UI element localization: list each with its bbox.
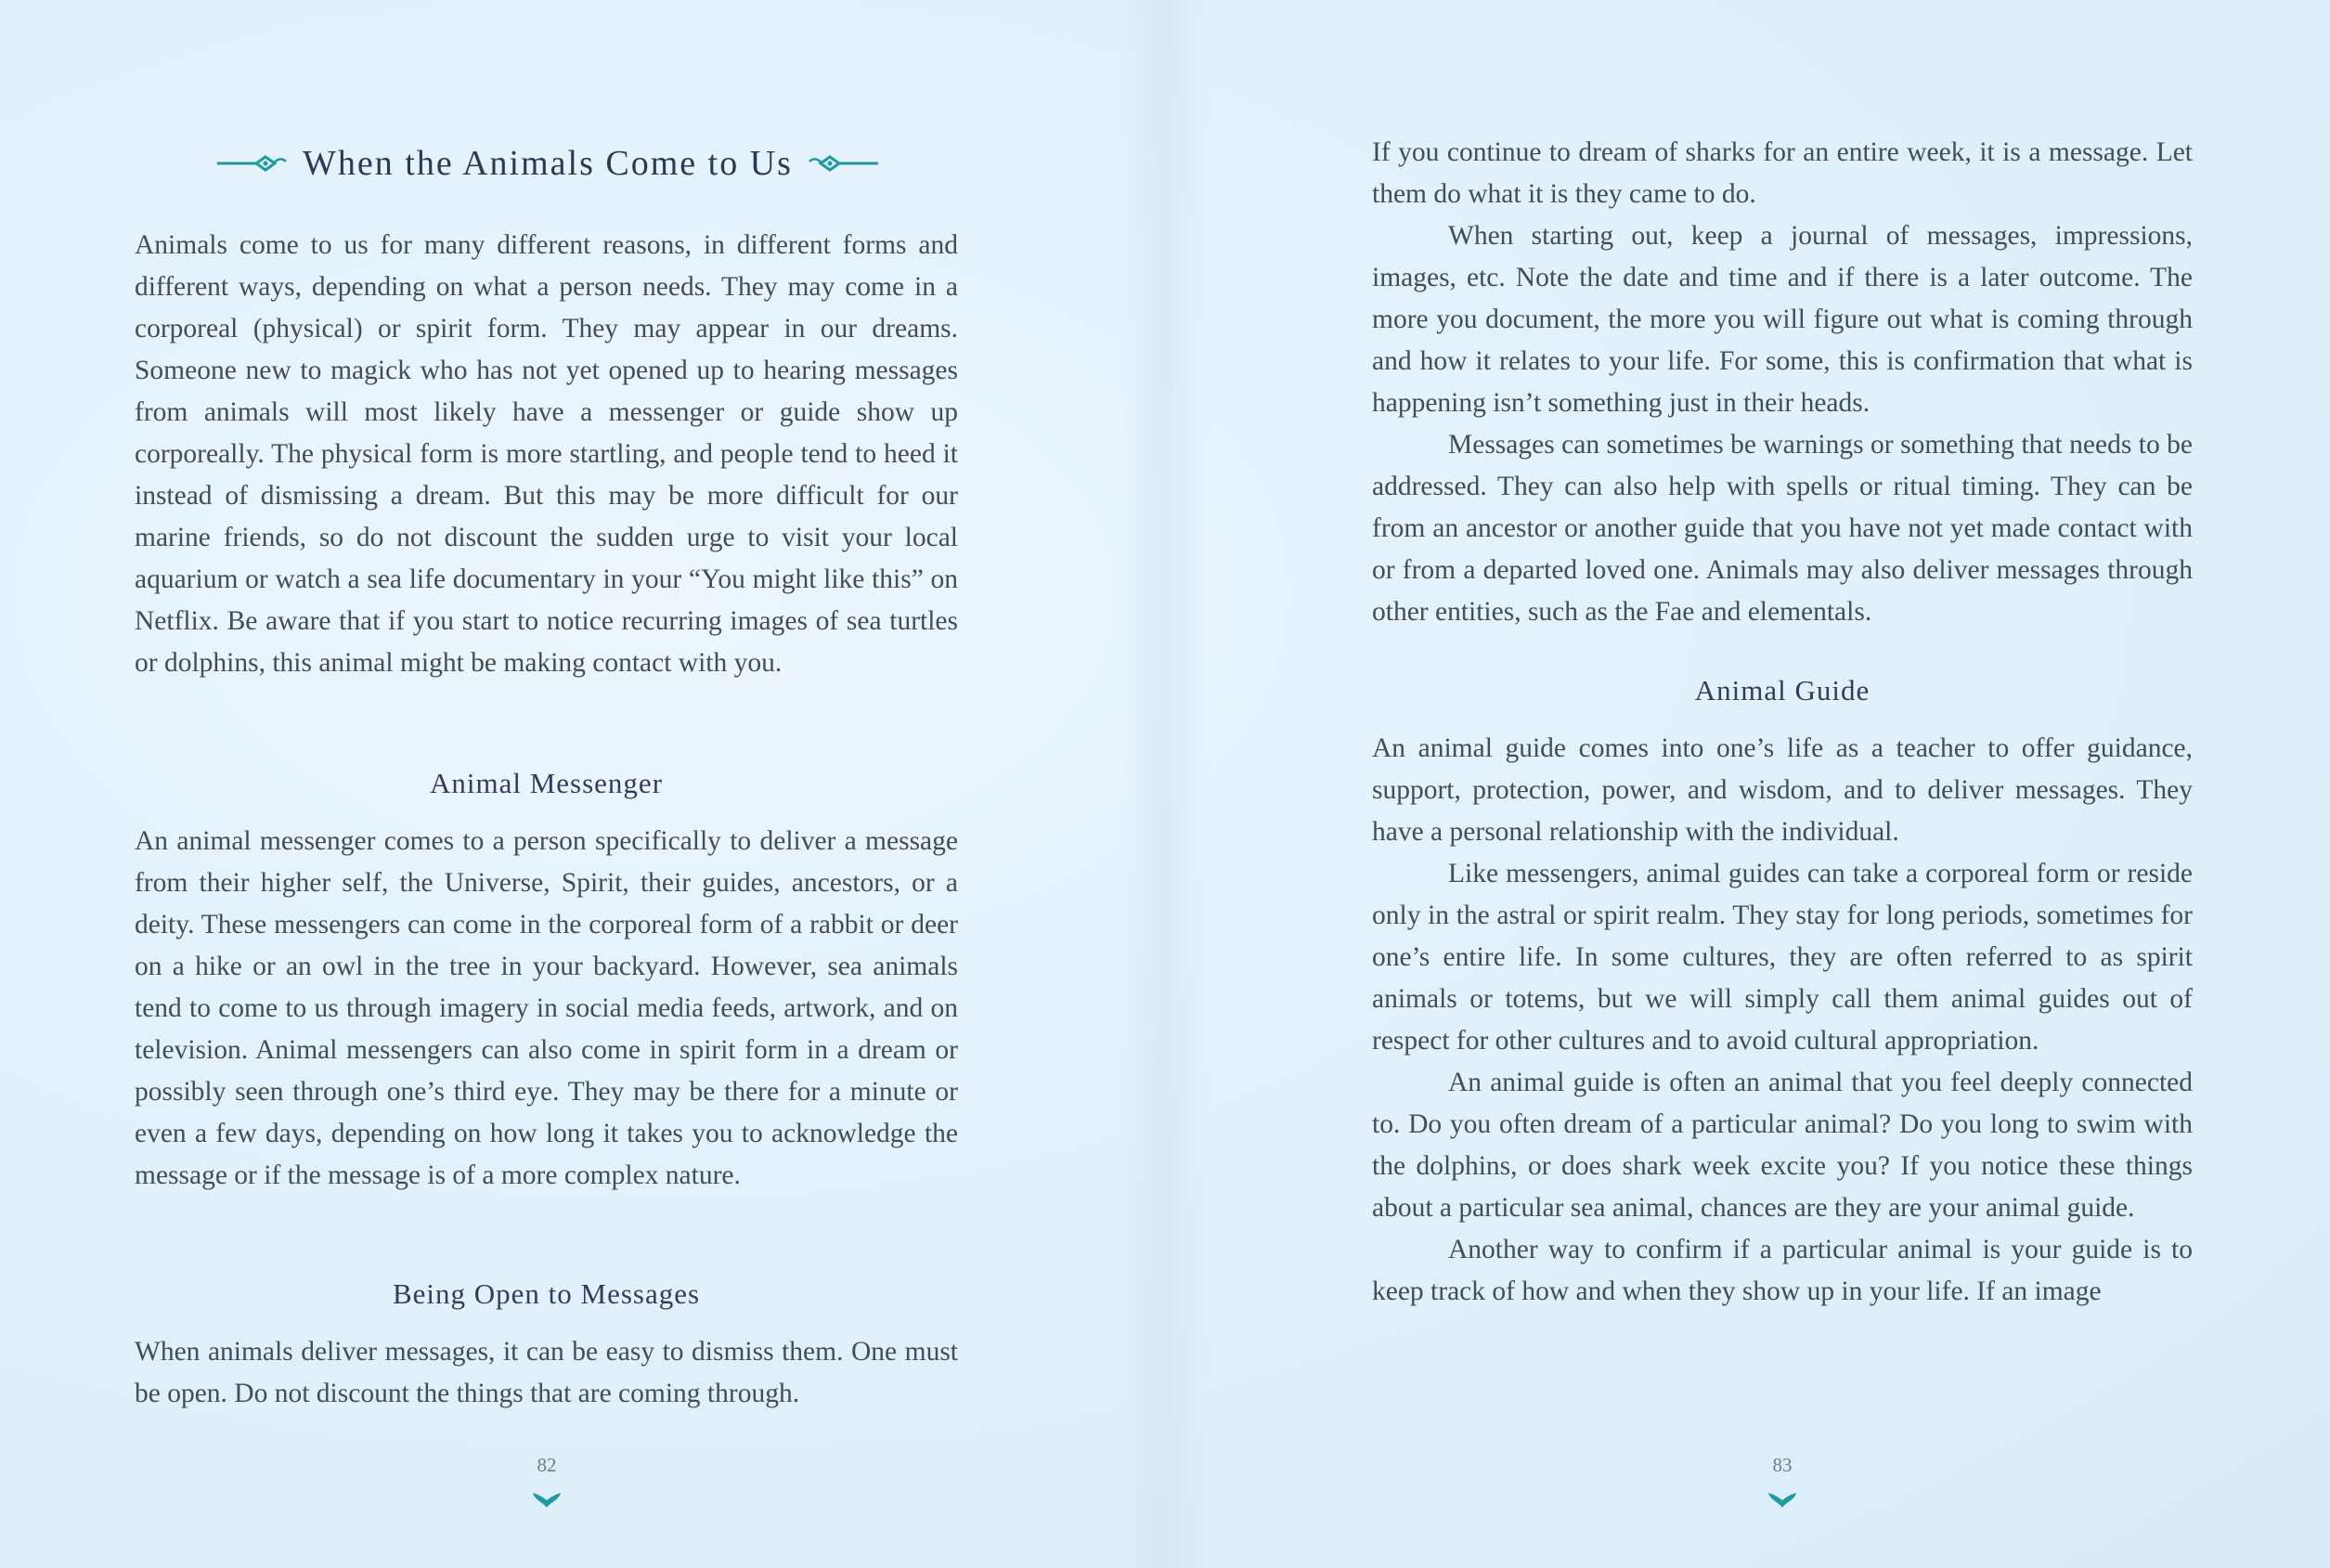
- chapter-title: When the Animals Come to Us: [303, 144, 793, 183]
- right-opening-block: [1372, 132, 2193, 633]
- right-paragraph-1: If you continue to dream of sharks for an entire week, it is a message. Let them do what it is they came to do.: [1372, 137, 2193, 209]
- section-heading-guide: Animal Guide: [1694, 674, 1870, 706]
- guide-paragraph-4: Another way to confirm if a particular animal is your guide is to keep track of how and when they show up in your life. If an image: [1372, 1235, 2193, 1306]
- right-paragraph-3: Messages can sometimes be warnings or something that needs to be addressed. They can also help with spells or ritual timing. They can be from an ancestor or another guide that you have not yet made contact with or from a departed loved one. Animals may also deliver messages through other entities, such as the Fae and elementals.: [1372, 430, 2193, 627]
- guide-paragraph-2: Like messengers, animal guides can take a corporeal form or reside only in the astral or spirit realm. They stay for long periods, sometimes for one’s entire life. In some cultures, they are often referred to as spirit animals or totems, but we will simply call them animal guides out of respect for other cultures and to avoid cultural appropriation.: [1372, 859, 2193, 1056]
- guide-paragraph-3: An animal guide is often an animal that you feel deeply connected to. Do you often dream of a particular animal? Do you long to swim with the dolphins, or does shark week excite you? If you notice these things about a particular sea animal, chances are they are your animal guide.: [1372, 1068, 2193, 1223]
- chapter-title-row: [139, 137, 956, 189]
- messenger-paragraph-block: [135, 821, 958, 1197]
- guide-paragraph-block: [1372, 728, 2193, 1313]
- fleuron-icon: [1767, 1489, 1798, 1510]
- section-heading-messenger: Animal Messenger: [429, 767, 664, 799]
- intro-paragraph: Animals come to us for many different reasons, in different forms and different ways, depending on what a person needs. They may come in a corporeal (physical) or spirit form. They may appear in our dreams. Someone new to magick who has not yet opened up to hearing messages from animals will most likely have a messenger or guide show up corporeally. The physical form is more startling, and people tend to heed it instead of dismissing a dream. But this may be more difficult for our marine friends, so do not discount the sudden urge to visit your local aquarium or watch a sea life documentary in your “You might like this” on Netflix. Be aware that if you start to notice recurring images of sea turtles or dolphins, this animal might be making contact with you.: [135, 230, 958, 678]
- section-heading-open: Being Open to Messages: [392, 1277, 701, 1310]
- open-paragraph: When animals deliver messages, it can be easy to dismiss them. One must be open. Do not discount the things that are coming through.: [135, 1337, 958, 1408]
- page-number-left: 82: [537, 1454, 557, 1476]
- intro-paragraph-block: [135, 225, 958, 684]
- guide-paragraph-1: An animal guide comes into one’s life as a teacher to offer guidance, support, protection, power, and wisdom, and to deliver messages. They have a personal relationship with the individual.: [1372, 733, 2193, 847]
- right-paragraph-2: When starting out, keep a journal of messages, impressions, images, etc. Note the date and time and if there is a later outcome. The more you document, the more you will figure out what is coming through and how it relates to your life. For some, this is confirmation that what is happening isn’t something just in their heads.: [1372, 221, 2193, 418]
- fleuron-icon: [531, 1489, 563, 1510]
- open-paragraph-block: [135, 1331, 958, 1415]
- page-number-right: 83: [1772, 1454, 1793, 1476]
- scroll-flourish-icon: [808, 152, 880, 175]
- messenger-paragraph: An animal messenger comes to a person specifically to deliver a message from their higher self, the Universe, Spirit, their guides, ancestors, or a deity. These messengers can come in the corporeal form of a rabbit or deer on a hike or an owl in the tree in your backyard. However, sea animals tend to come to us through imagery in social media feeds, artwork, and on television. Animal messengers can also come in spirit form in a dream or possibly seen through one’s third eye. They may be there for a minute or even a few days, depending on how long it takes you to acknowledge the message or if the message is of a more complex nature.: [135, 826, 958, 1190]
- scroll-flourish-icon: [215, 152, 288, 175]
